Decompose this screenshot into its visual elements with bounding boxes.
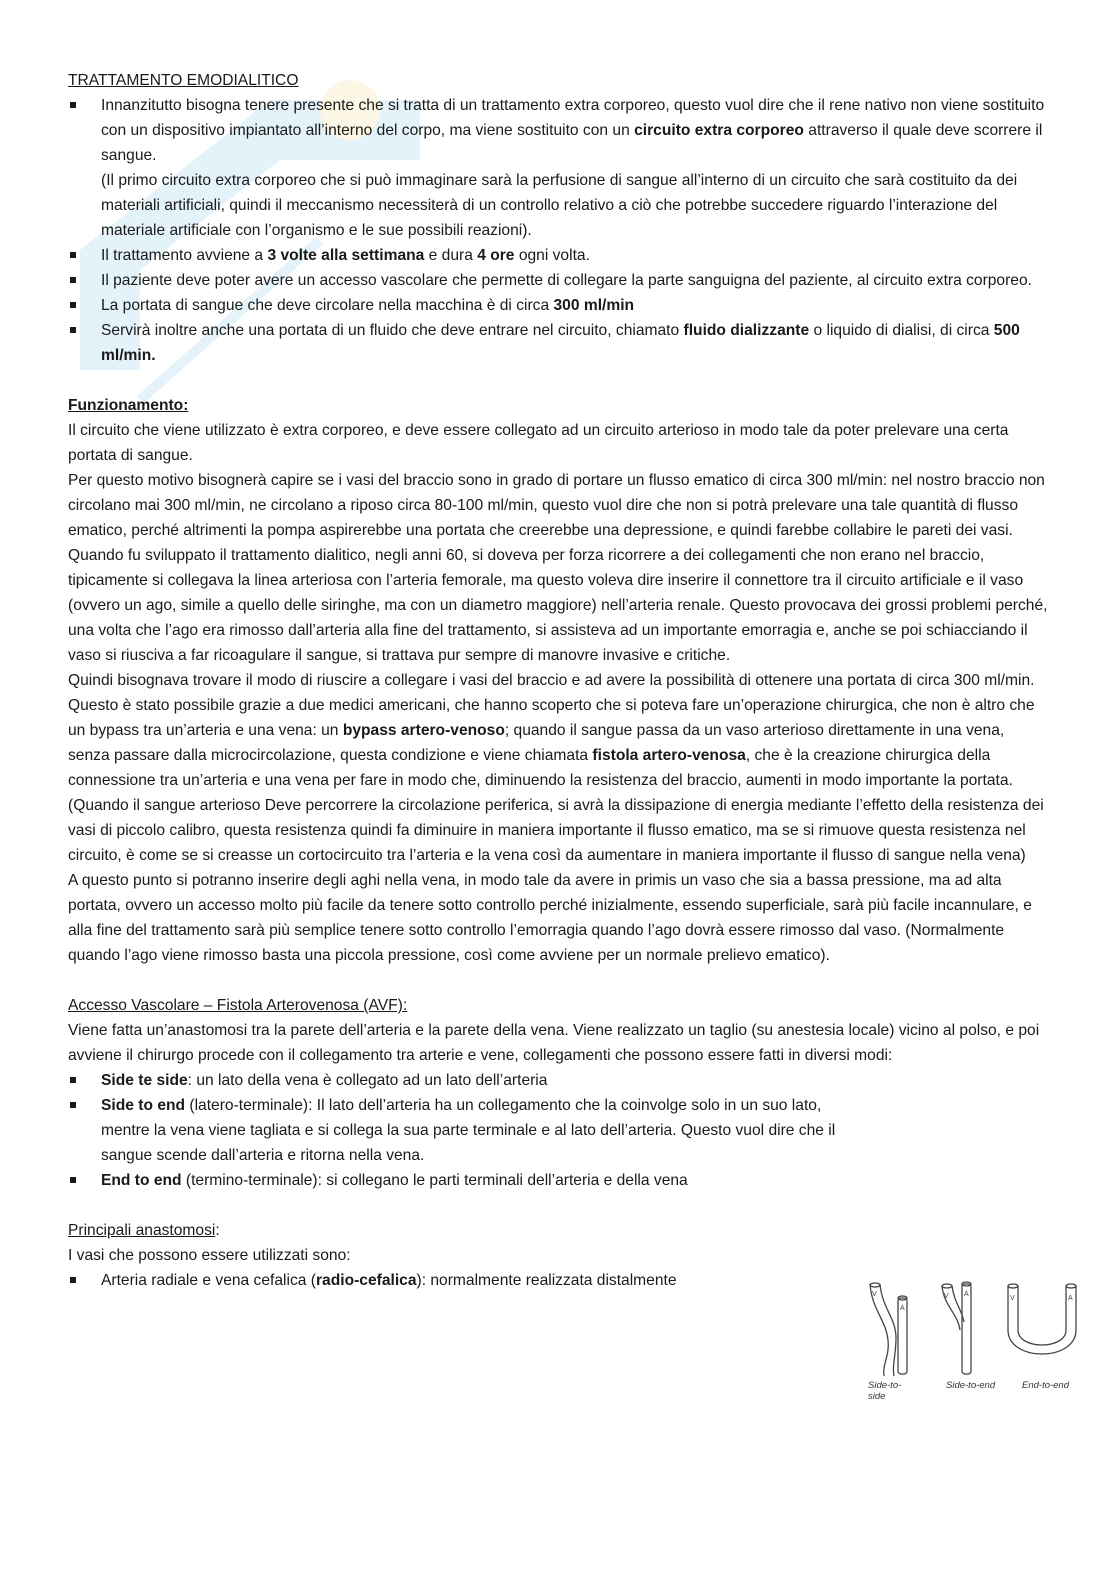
caption-side-to-side: Side-to-side xyxy=(868,1380,902,1402)
list-item: End to end (termino-terminale): si collegano le parti terminali dell’arteria e della vena xyxy=(68,1168,871,1193)
document-page xyxy=(68,68,1048,1293)
svg-text:A: A xyxy=(900,1305,905,1312)
svg-text:V: V xyxy=(872,1291,877,1298)
section-title-accesso-vascolare: Accesso Vascolare – Fistola Arterovenosa (AVF): xyxy=(68,997,408,1014)
paragraph: A questo punto si potranno inserire degli aghi nella vena, in modo tale da avere in primis un vaso che sia a bassa pressione, ma ad alta portata, ovvero un accesso molto più facile da tenere sotto controllo perché inizialmente, essendo superficiale, sarà più facile incannulare, e alla fine del trattamento sarà più semplice tenere sotto controllo l’emorragia quando l’ago dovrà essere rimosso dal vaso. (Normalmente quando l’ago viene rimosso basta una piccola pressione, così come avviene per un normale prelievo ematico). xyxy=(68,872,1032,964)
anastomosis-figure xyxy=(862,1280,1092,1400)
svg-text:V: V xyxy=(1010,1295,1015,1302)
list-item: La portata di sangue che deve circolare nella macchina è di circa 300 ml/min xyxy=(68,293,1048,318)
paragraph: Il circuito che viene utilizzato è extra corporeo, e deve essere collegato ad un circuito arterioso in modo tale da poter prelevare una certa portata di sangue. xyxy=(68,422,1009,464)
paragraph: Quando fu sviluppato il trattamento dialitico, negli anni 60, si doveva per forza ricorrere a dei collegamenti che non erano nel braccio, tipicamente si collegava la linea arteriosa con l’arteria femorale, ma questo voleva dire inserire il connettore tra il circuito artificiale e il vaso (ovvero un ago, simile a quello delle siringhe, ma con un diametro maggiore) nell’arteria renale. Questo provocava dei grossi problemi perché, una volta che l’ago era rimosso dall’arteria alla fine del trattamento, si assisteva ad un importante emorragia e, anche se poi schiacciando il vaso si riusciva a far ricoagulare il sangue, si trattava pur sempre di manovre invasive e critiche. xyxy=(68,547,1048,664)
list-item: Side te side: un lato della vena è collegato ad un lato dell’arteria xyxy=(68,1068,871,1093)
paragraph: (Quando il sangue arterioso Deve percorrere la circolazione periferica, si avrà la dissipazione di energia mediante l’effetto della resistenza dei vasi di piccolo calibro, questa resistenza quindi fa diminuire in maniera importante il flusso ematico, ma se si rimuove questa resistenza nel circuito, è come se si creasse un cortocircuito tra l’arteria e la vena così da aumentare in maniera importante il flusso di sangue nella vena) xyxy=(68,797,1044,864)
list-item: Il paziente deve poter avere un accesso vascolare che permette di collegare la parte sanguigna del paziente, al circuito extra corporeo. xyxy=(68,268,1048,293)
section-title-funzionamento: Funzionamento: xyxy=(68,397,189,414)
paragraph: Per questo motivo bisognerà capire se i vasi del braccio sono in grado di portare un flusso ematico di circa 300 ml/min: nel nostro braccio non circolano mai 300 ml/min, ne circolano a riposo circa 80-100 ml/min, questo vuol dire che non si potrà prelevare una tale quantità di flusso ematico, perché altrimenti la pompa aspirerebbe una portata che creerebbe una depressione, e quindi farebbe collabire le pareti dei vasi. xyxy=(68,472,1045,539)
anastomosis-diagram xyxy=(862,1280,1092,1380)
paragraph: Questo è stato possibile grazie a due medici americani, che hanno scoperto che si poteva fare un’operazione chirurgica, che non è altro che un bypass tra un’arteria e una vena: un bypass artero-venoso; quando il sangue passa da un vaso arterioso direttamente in una vena, senza passare dalla microcircolazione, questa condizione e viene chiamata fistola artero-venosa, che è la creazione chirurgica della connessione tra un’arteria e una vena per fare in modo che, diminuendo la resistenza del braccio, aumenti in modo importante la portata. xyxy=(68,697,1035,789)
paragraph: I vasi che possono essere utilizzati sono: xyxy=(68,1247,351,1264)
list-item: Side to end (latero-terminale): Il lato dell’arteria ha un collegamento che la coinvolge solo in un suo lato, mentre la vena viene tagliata e si collega la sua parte terminale e al lato dell’arteria. Questo vuol dire che il sangue scende dall’arteria e ritorna nella vena. xyxy=(68,1093,871,1168)
paragraph: Quindi bisognava trovare il modo di riuscire a collegare i vasi del braccio e ad avere la possibilità di ottenere una portata di circa 300 ml/min. xyxy=(68,672,1035,689)
list-item: Innanzitutto bisogna tenere presente che si tratta di un trattamento extra corporeo, questo vuol dire che il rene nativo non viene sostituito con un dispositivo impiantato all’interno del corpo, ma viene sostituito con un circuito extra corporeo attraverso il quale deve scorrere il sangue. (Il primo circuito extra corporeo che si può immaginare sarà la perfusione di sangue all’interno di un circuito che sarà costituito da dei materiali artificiali, quindi il meccanismo necessiterà di un controllo relativo a ciò che potrebbe succedere riguardo l’interazione del materiale artificiale con l’organismo e le sue possibili reazioni). xyxy=(68,93,1048,243)
svg-text:V: V xyxy=(944,1293,949,1300)
bullet-list-trattamento xyxy=(68,93,1048,368)
svg-text:A: A xyxy=(964,1291,969,1298)
caption-end-to-end: End-to-end xyxy=(1022,1380,1070,1391)
parenthetical-note: (Il primo circuito extra corporeo che si può immaginare sarà la perfusione di sangue all’interno di un circuito che sarà costituito da dei materiali artificiali, quindi il meccanismo necessiterà di un controllo relativo a ciò che potrebbe succedere riguardo l’interazione del materiale artificiale con l’organismo e le sue possibili reazioni). xyxy=(101,172,1018,239)
list-item: Il trattamento avviene a 3 volte alla settimana e dura 4 ore ogni volta. xyxy=(68,243,1048,268)
svg-text:A: A xyxy=(1068,1295,1073,1302)
caption-side-to-end: Side-to-end xyxy=(946,1380,996,1391)
list-item: Arteria radiale e vena cefalica (radio-cefalica): normalmente realizzata distalmente xyxy=(68,1268,1048,1293)
list-item: Servirà inoltre anche una portata di un fluido che deve entrare nel circuito, chiamato fluido dializzante o liquido di dialisi, di circa 500 ml/min. xyxy=(68,318,1048,368)
bullet-list-anastomosi-types xyxy=(68,1068,1048,1193)
section-title-principali-anastomosi: Principali anastomosi: xyxy=(68,1222,220,1239)
section-title-trattamento: TRATTAMENTO EMODIALITICO xyxy=(68,72,299,89)
paragraph: Viene fatta un’anastomosi tra la parete dell’arteria e la parete della vena. Viene realizzato un taglio (su anestesia locale) vicino al polso, e poi avviene il chirurgo procede con il collegamento tra arterie e vene, collegamenti che possono essere fatti in diversi modi: xyxy=(68,1022,1040,1064)
